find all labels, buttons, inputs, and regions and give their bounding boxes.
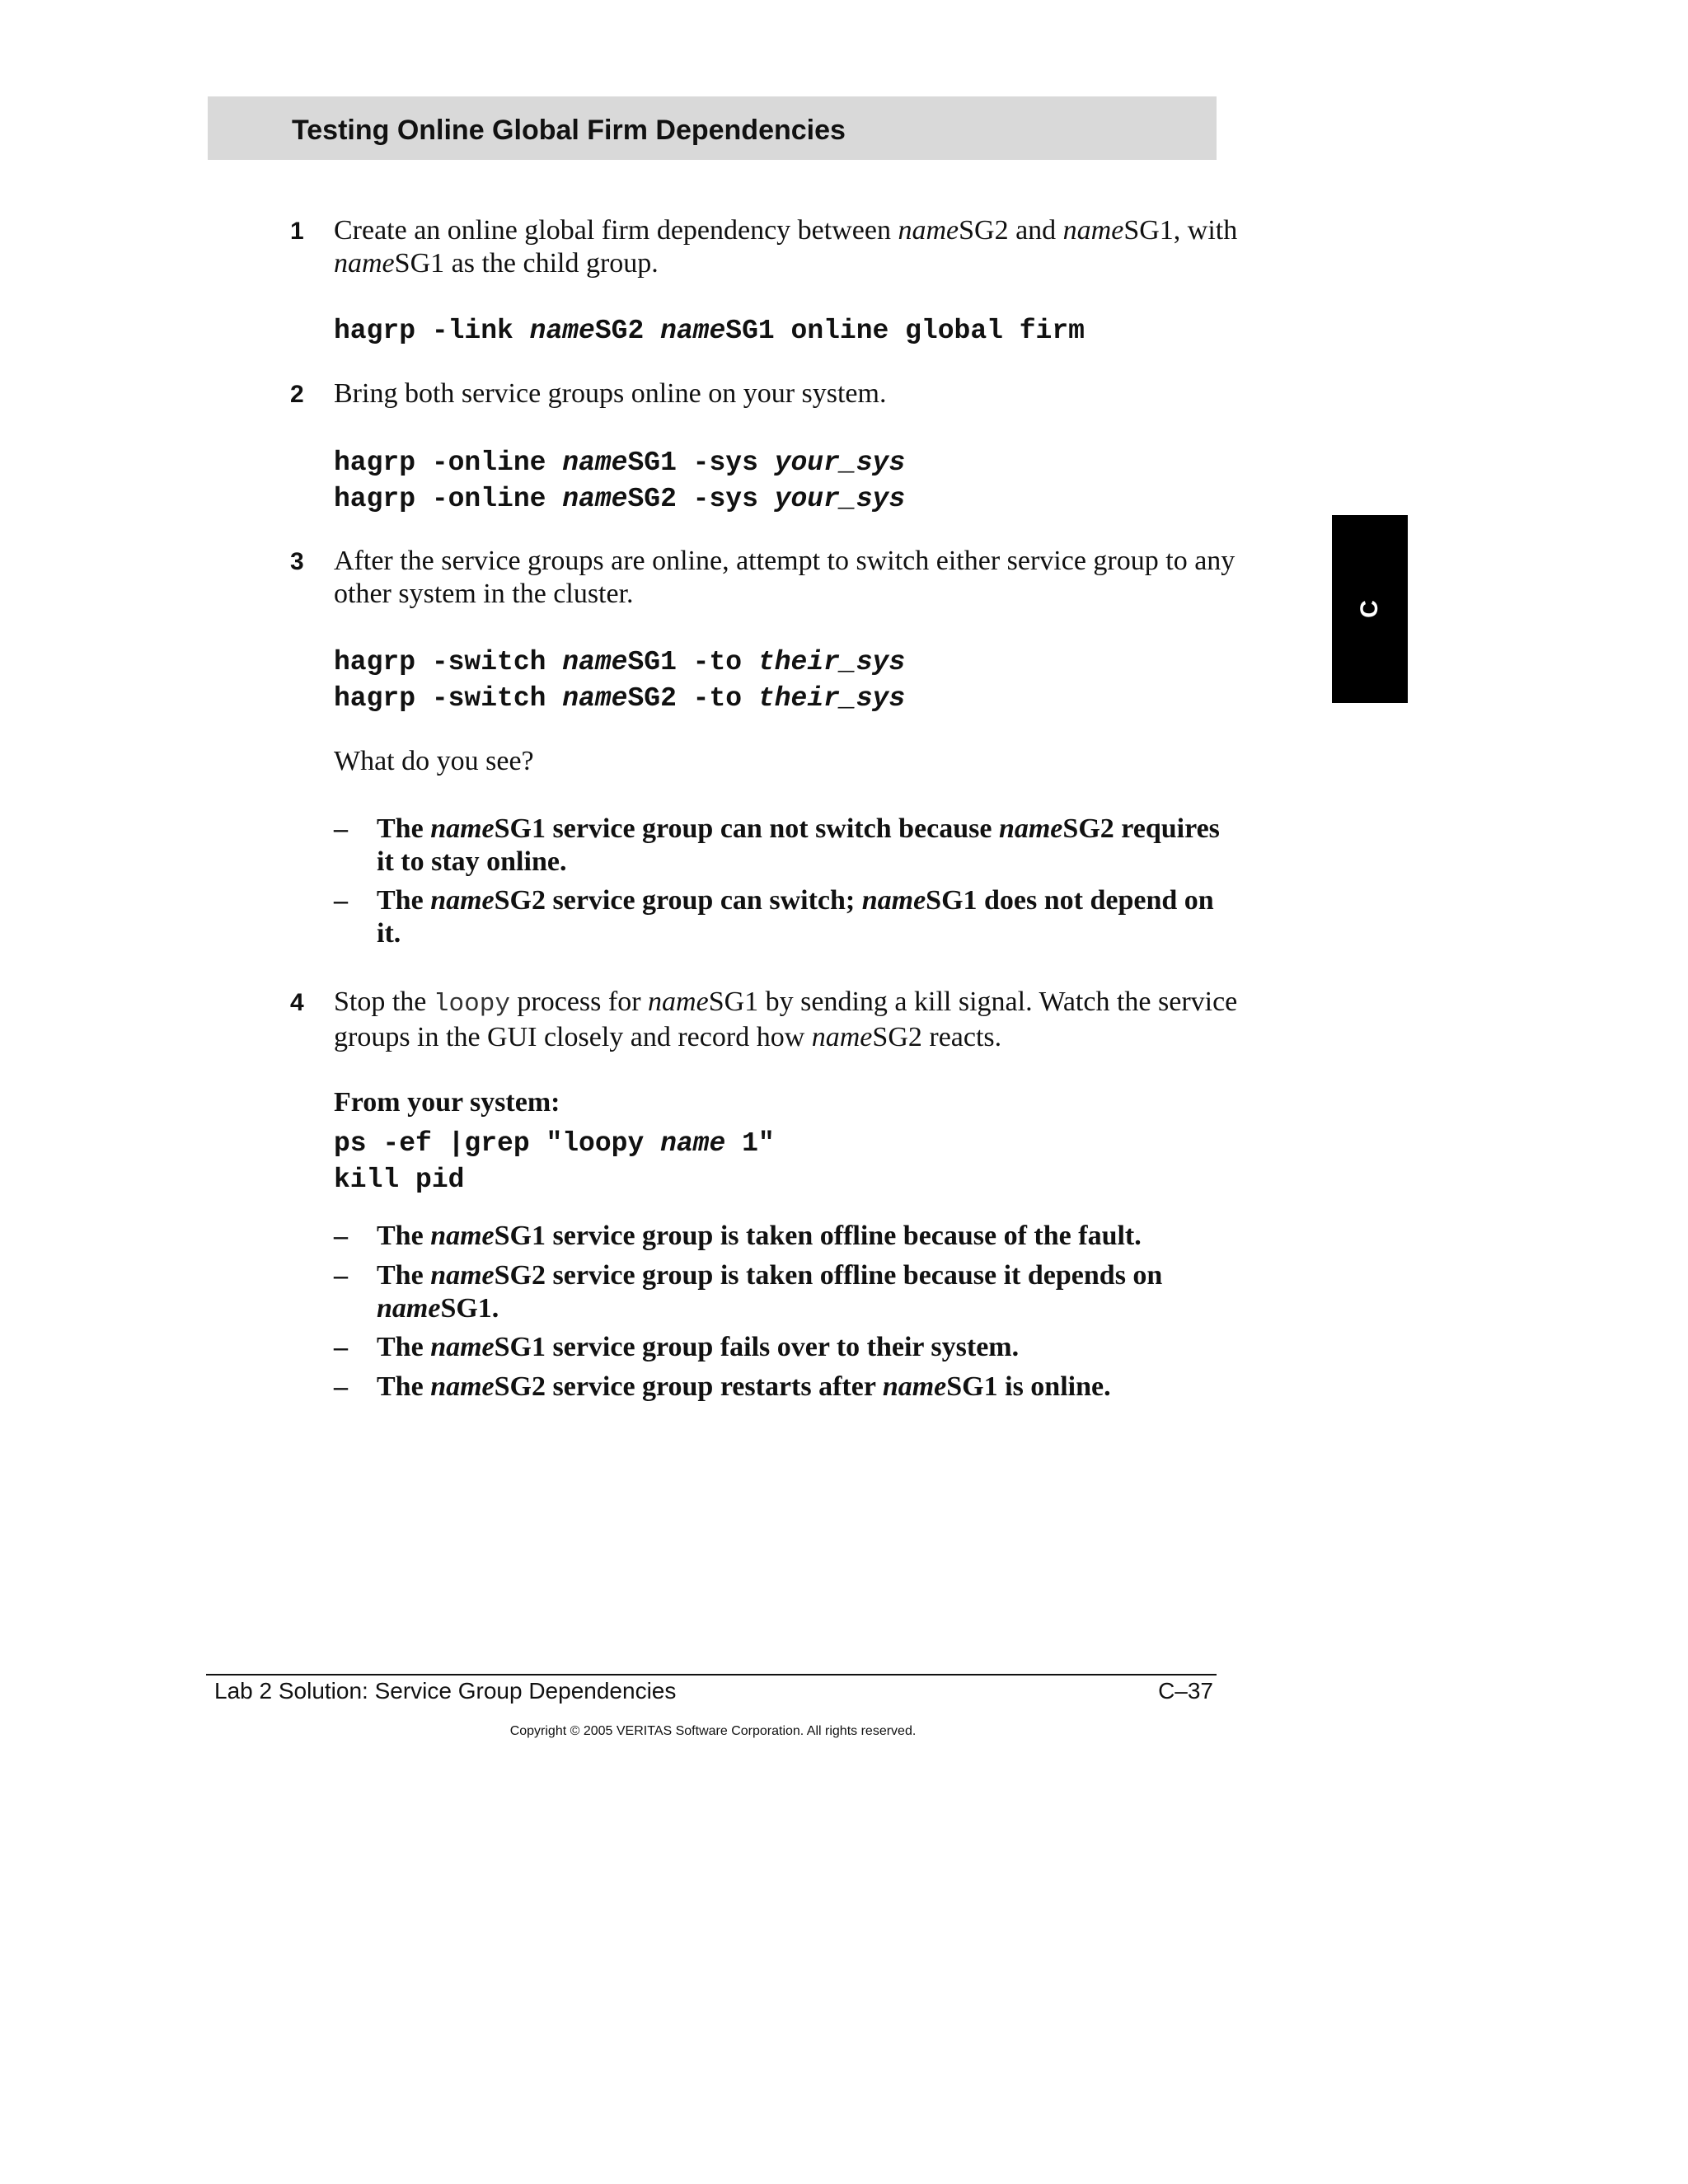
answer-text: The nameSG2 service group restarts after nameSG1 is online. [377, 1371, 1111, 1402]
section-header [208, 96, 1217, 160]
step-text: Stop the loopy process for nameSG1 by sending a kill signal. Watch the service groups in the GUI closely and record how nameSG2 reacts. [334, 987, 1238, 1052]
step-number: 4 [290, 989, 304, 1016]
step-number: 3 [290, 548, 304, 575]
code-line: hagrp -online nameSG1 -sys your_sys [334, 448, 906, 478]
footer-title: Lab 2 Solution: Service Group Dependencies [214, 1678, 677, 1704]
from-label: From your system: [334, 1087, 560, 1118]
code-line: hagrp -switch nameSG1 -to their_sys [334, 647, 906, 677]
step-number: 2 [290, 381, 304, 408]
dash-bullet: – [334, 1221, 348, 1251]
dash-bullet: – [334, 1260, 348, 1291]
appendix-tab-letter: C [1356, 600, 1383, 618]
appendix-tab [1332, 515, 1408, 703]
step-number: 1 [290, 218, 304, 245]
section-title: Testing Online Global Firm Dependencies [292, 115, 846, 146]
code-line: hagrp -link nameSG2 nameSG1 online global firm [334, 316, 1085, 346]
dash-bullet: – [334, 1332, 348, 1362]
page-number: C–37 [1158, 1678, 1213, 1704]
code-line: kill pid [334, 1165, 465, 1195]
step-text: After the service groups are online, attempt to switch either service group to any other system in the cluster. [334, 546, 1236, 609]
step-text: Bring both service groups online on your system. [334, 378, 887, 409]
question-text: What do you see? [334, 746, 534, 776]
dash-bullet: – [334, 813, 348, 844]
footer-rule [206, 1674, 1217, 1675]
code-line: hagrp -online nameSG2 -sys your_sys [334, 484, 906, 514]
answer-text: The nameSG1 service group can not switch because nameSG2 requires it to stay online. [377, 813, 1220, 877]
dash-bullet: – [334, 1371, 348, 1402]
answer-text: The nameSG2 service group can switch; nameSG1 does not depend on it. [377, 885, 1214, 949]
answer-text: The nameSG2 service group is taken offline because it depends on nameSG1. [377, 1260, 1163, 1324]
dash-bullet: – [334, 885, 348, 916]
copyright-notice: Copyright © 2005 VERITAS Software Corporation. All rights reserved. [509, 1724, 917, 1738]
code-line: ps -ef |grep "loopy name 1" [334, 1128, 775, 1159]
code-line: hagrp -switch nameSG2 -to their_sys [334, 683, 906, 714]
answer-text: The nameSG1 service group is taken offline because of the fault. [377, 1221, 1142, 1251]
answer-text: The nameSG1 service group fails over to their system. [377, 1332, 1020, 1362]
step-text: Create an online global firm dependency between nameSG2 and nameSG1, with nameSG1 as the child group. [334, 215, 1238, 279]
